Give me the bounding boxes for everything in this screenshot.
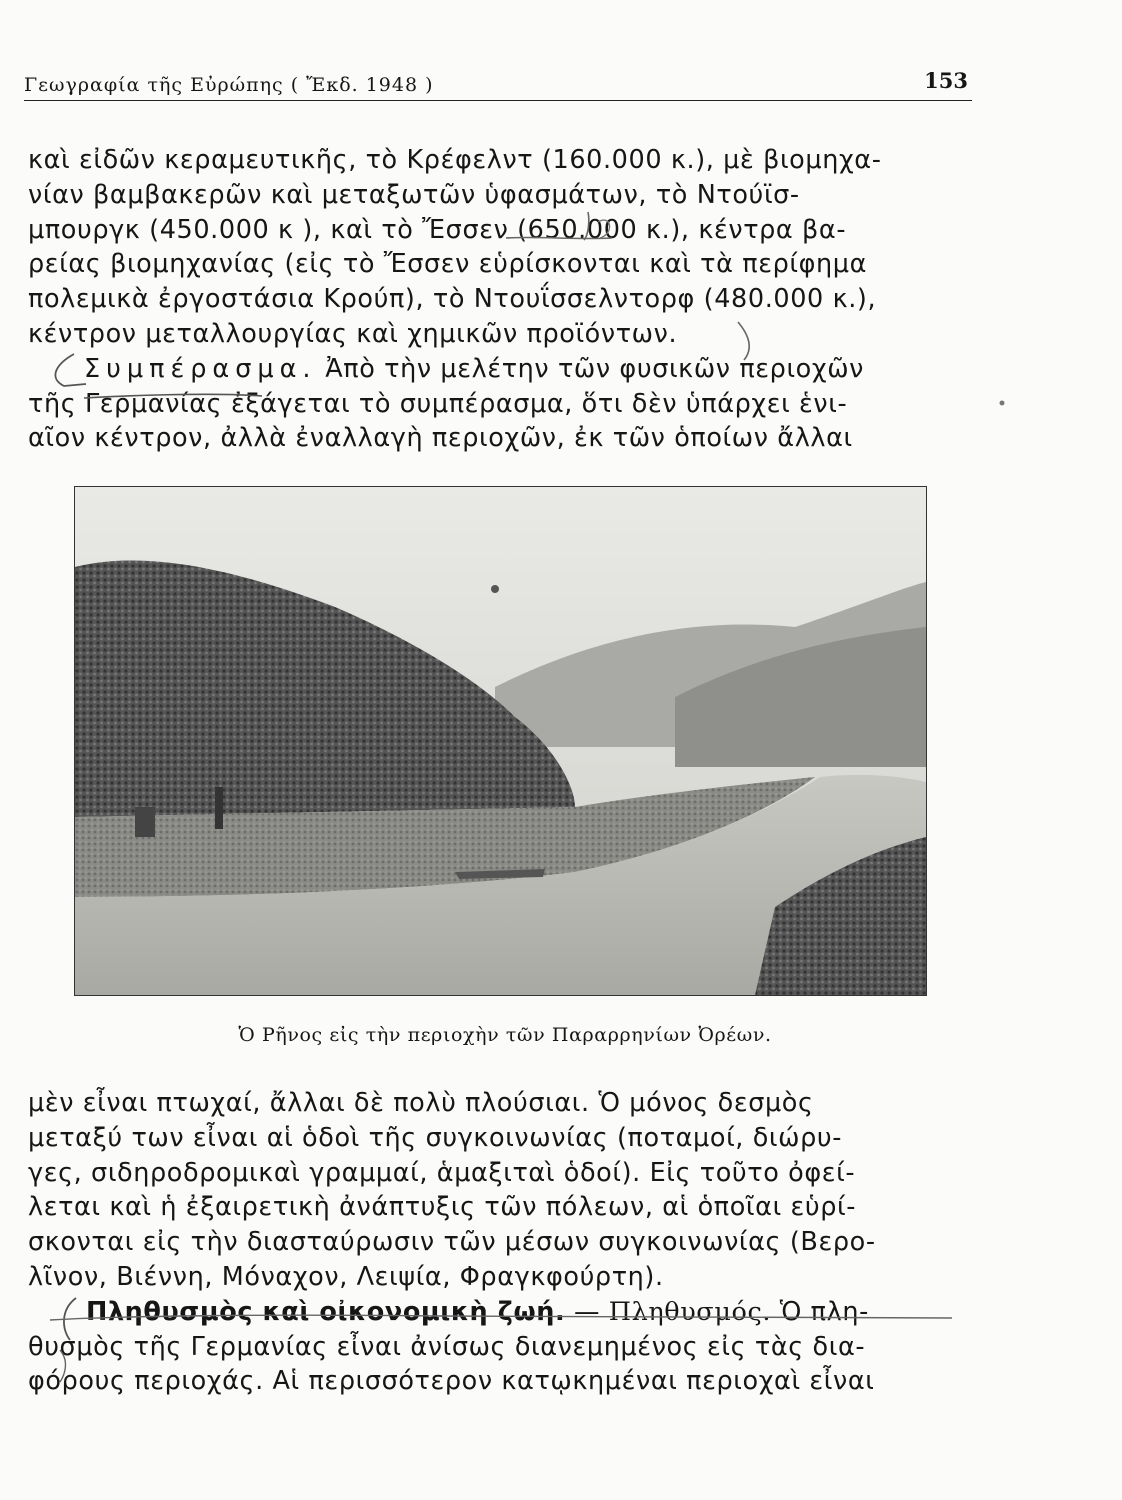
text-line: λεται καὶ ἡ ἐξαιρετικὴ ἀνάπτυξις τῶν πόλεων, αἱ ὁποῖαι εὑρί- xyxy=(28,1192,857,1223)
text-line: μπουργκ (450.000 κ ), καὶ τὸ Ἔσσεν (650.000 κ.), κέντρα βα- xyxy=(28,214,847,245)
conclusion-first-line: Ἀπὸ τὴν μελέτην τῶν φυσικῶν περιοχῶν xyxy=(325,353,864,384)
text-line xyxy=(28,1295,876,1330)
text-line: ρείας βιομηχανίας (εἰς τὸ Ἔσσεν εὑρίσκονται καὶ τὰ περίφημα xyxy=(28,249,868,280)
page-header xyxy=(24,66,972,101)
page-number: 153 xyxy=(924,68,968,93)
text-line: μεταξύ των εἶναι αἱ ὁδοὶ τῆς συγκοινωνίας (ποταμοί, διώρυ- xyxy=(28,1122,843,1153)
paragraph-summary xyxy=(28,1086,876,1399)
text-line: γες, σιδηροδρομικαὶ γραμμαί, ἁμαξιταὶ ὁδοί). Εἰς τοῦτο ὀφεί- xyxy=(28,1157,856,1188)
text-line: τῆς Γερμανίας ἐξάγεται τὸ συμπέρασμα, ὅτι δὲν ὑπάρχει ἑνι- xyxy=(28,388,848,419)
section-subheading: Πληθυσμός. xyxy=(608,1296,772,1327)
section-heading: Πληθυσμὸς καὶ οἰκονομικὴ ζωή. xyxy=(86,1296,566,1327)
conclusion-heading: Συμπέρασμα. xyxy=(84,353,317,384)
section-dash: — xyxy=(565,1296,609,1327)
text-line: σκονται εἰς τὴν διασταύρωσιν τῶν μέσων συγκοινωνίας (Βερο- xyxy=(28,1227,876,1258)
text-line: πολεμικὰ ἐργοστάσια Κρούπ), τὸ Ντουΐσσελντορφ (480.000 κ.), xyxy=(28,284,877,315)
pencil-dot xyxy=(1000,401,1005,406)
text-line: νίαν βαμβακερῶν καὶ μεταξωτῶν ὑφασμάτων, τὸ Ντούϊσ- xyxy=(28,179,800,210)
text-line: κέντρον μεταλλουργίας καὶ χημικῶν προϊόντων. xyxy=(28,318,678,349)
running-title: Γεωγραφία τῆς Εὐρώπης ( Ἔκδ. 1948 ) xyxy=(24,74,434,96)
text-line: λῖνον, Βιέννη, Μόναχον, Λειψία, Φραγκφούρτη). xyxy=(28,1261,664,1292)
rhine-landscape-image xyxy=(75,487,926,995)
text-line: καὶ εἰδῶν κεραμευτικῆς, τὸ Κρέφελντ (160.000 κ.), μὲ βιομηχα- xyxy=(28,145,882,175)
text-line: φόρους περιοχάς. Αἱ περισσότερον κατῳκημέναι περιοχαὶ εἶναι xyxy=(28,1366,875,1397)
section-first-line: Ὁ πλη- xyxy=(771,1296,869,1327)
figure-caption: Ὁ Ρῆνος εἰς τὴν περιοχὴν τῶν Παραρρηνίων Ὀρέων. xyxy=(238,1024,772,1046)
text-line: αῖον κέντρον, ἀλλὰ ἐναλλαγὴ περιοχῶν, ἐκ τῶν ὁποίων ἄλλαι xyxy=(28,423,853,454)
text-line: θυσμὸς τῆς Γερμανίας εἶναι ἀνίσως διανεμημένος εἰς τὰς δια- xyxy=(28,1331,866,1362)
rhine-photograph xyxy=(74,486,927,996)
text-line xyxy=(28,352,882,387)
paragraph-cities xyxy=(28,143,882,456)
text-line: μὲν εἶναι πτωχαί, ἄλλαι δὲ πολὺ πλούσιαι. Ὁ μόνος δεσμὸς xyxy=(28,1088,814,1118)
